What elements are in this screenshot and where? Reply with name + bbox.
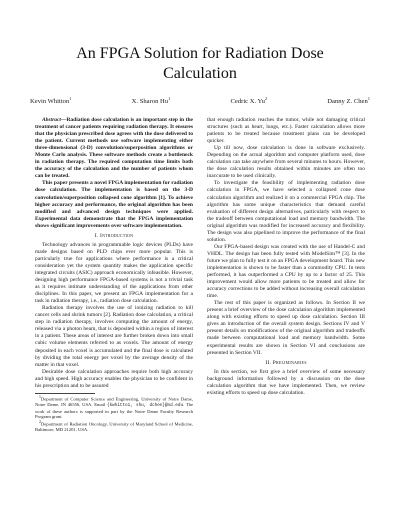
- author: Kevin Whitton$^1$: [30, 96, 72, 106]
- body-paragraph: that enough radiation reaches the tumor, while not damaging critical structures (such as heart, lungs, etc.). Faster calculation allows more patients to be treated because treatment plans can be developed quicker.: [207, 117, 365, 145]
- body-paragraph: In this section, we first give a brief overview of some necessary background information followed by a discussion on the dose calculation algorithm that we have implemented. Then, we review existing efforts to speed up dose calculation.: [207, 368, 365, 396]
- left-column: [35, 117, 193, 432]
- footnote: $^2$Department of Radiation Oncology, University of Maryland School of Medicine, Baltimore, MD 21201, USA.: [35, 419, 193, 432]
- author-list: [30, 94, 370, 106]
- body-paragraph: Radiation therapy involves the use of ionizing radiation to kill cancer cells and shrink tumors [2]. Radiation dose calculation, a critical step in radiation therapy, involves computing the amount of energy, released via a photon beam, that is deposited within a region of interest in a patient. These areas of interest are further broken down into small cubic volume elements referred to as voxels. The amount of energy deposited in each voxel is accumulated and the final dose is calculated by dividing the total energy per voxel by the average density of the matter in that voxel.: [35, 305, 193, 368]
- body-paragraph: Technology advances in programmable logic devices (PLDs) have made designs based on PLD chips ever more popular. This is particularly true for applications where performance is a critical consideration yet the system quantity makes the application specific integrated circuits (ASIC) approach economically infeasible. However, designing high performance FPGA-based systems is not a trivial task as it requires intimate understanding of the applications from other disciplines. In this paper, we present an FPGA implementation for a task in radiation therapy, i.e., radiation dose calculation.: [35, 241, 193, 305]
- author: X. Sharon Hu$^1$: [131, 96, 171, 106]
- body-paragraph: Desirable dose calculation approaches require both high accuracy and high speed. High accuracy enables the physician to be confident in his prescription and to be assured: [35, 368, 193, 389]
- body-paragraph: Our FPGA-based design was created with the use of Handel-C and VHDL. The design has been fully tested with ModelSim™ [3]. In the future we plan to fully test it on an FPGA development board. This new implementation is shown to be faster than a commodity CPU. In tests performed, it has outperformed a CPU by up to a factor of 25. This improvement would allow more patients to be treated and allow for accuracy corrections to be added without increasing overall calculation time.: [207, 243, 365, 300]
- body-paragraph: Up till now, dose calculation is done in software exclusively. Depending on the actual algorithm and computer platform used, dose calculation can take anywhere from several minutes to hours. However, the dose calculation results obtained within minutes are often too inaccurate to be used clinically.: [207, 145, 365, 180]
- abstract: Abstract—Radiation dose calculation is an important step in the treatment of cancer patients requiring radiation therapy. It ensures that the physician prescribed dose agrees with the dose delivered to the patient. Current methods use software implementing either three-dimensional (3-D) convolution/superposition algorithms or Monte Carlo analysis. These software methods create a bottleneck in radiation therapy. The required computation time limits both the accuracy of the calculation and the number of patients whom can be treated.: [35, 117, 193, 180]
- footnote: $^1$Department of Computer Science and Engineering, University of Notre Dame, Notre Dame, IN 46556, USA. Email {kwhitto1, shu, dchen}@nd.edu. The work of these authors is supported in part by the Notre Dame Faculty Research Program grant.: [35, 394, 194, 420]
- author: Danny Z. Chen$^1$: [327, 96, 370, 106]
- abstract-paragraph: This paper presents a novel FPGA implementation for radiation dose calculation. The implementation is based on the 3-D convolution/superposition collapsed cone algorithm [1]. To achieve higher accuracy and performance, the original algorithm has been modified and advanced design techniques were applied. Experimental data demonstrate that the FPGA implementation shows significant improvements over software implementation.: [35, 180, 193, 229]
- paper-title: An FPGA Solution for Radiation Dose Calculation: [76, 45, 324, 82]
- section-heading-introduction: I. Introduction: [94, 232, 134, 239]
- section-heading-preliminaries: II. Preliminaries: [265, 359, 307, 366]
- body-paragraph: The rest of this paper is organized as follows. In Section II we present a brief overview of the dose calculation algorithm implemented along with existing efforts to speed up dose calculation. Section III gives an introduction of the overall system design. Sections IV and V present details on modifications of the original algorithm and tradeoffs made between computational load and memory bandwidth. Some experimental results are shown in Section VI and conclusions are presented in Section VII.: [207, 300, 365, 356]
- body-paragraph: To investigate the feasibility of implementing radiation dose calculation in FPGA, we have selected a collapsed cone dose calculation algorithm and realized it on a commercial FPGA chip. The algorithm has some unique characteristics that demand careful evaluation of different design alternatives, particularly with respect to the tradeoff between computational load and memory bandwidth. The original algorithm was modified for increased accuracy and flexibility. The design was also pipelined to improve the performance of the final solution.: [207, 180, 365, 243]
- footnotes: [35, 395, 193, 433]
- author: Cedric X. Yu$^2$: [230, 96, 268, 106]
- right-column: [207, 117, 365, 397]
